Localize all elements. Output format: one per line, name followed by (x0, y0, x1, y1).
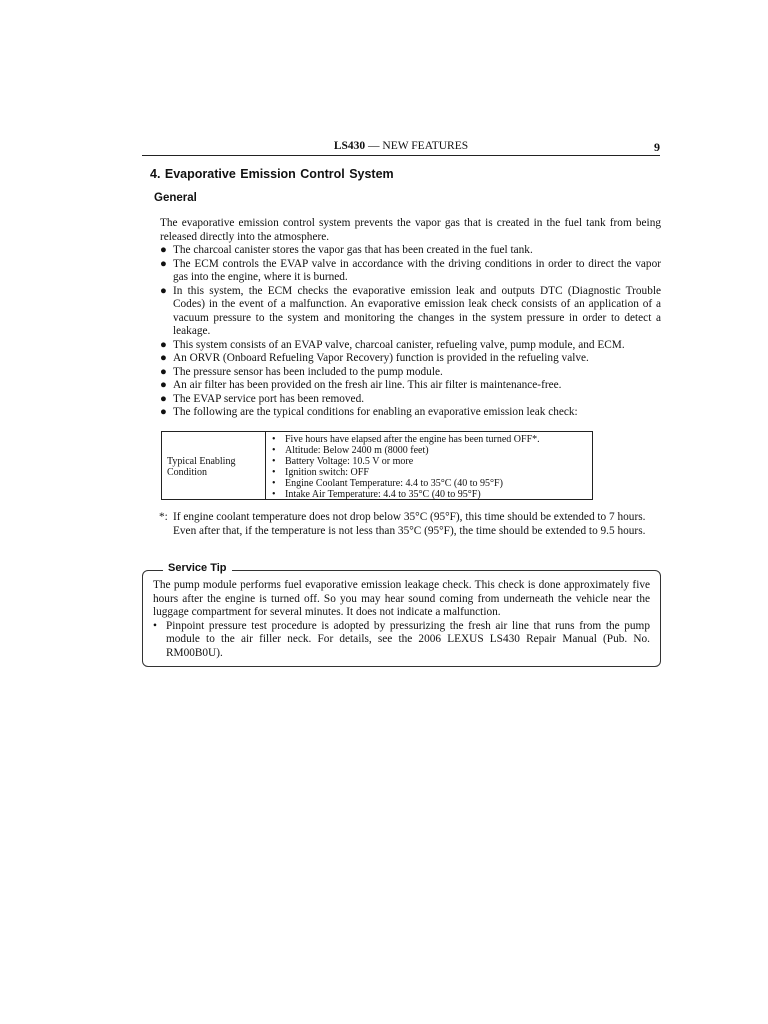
list-item (160, 285, 661, 339)
list-item (160, 366, 661, 380)
service-tip-paragraph: The pump module performs fuel evaporative emission leakage check. This check is done approximately five hours after the engine is turned off. So you may hear sound coming from underneath the vehicle near the luggage compartment for several minutes. It does not indicate a malfunction. (153, 579, 650, 618)
bullet-icon: ● (160, 338, 167, 351)
bullet-icon: • (272, 445, 276, 456)
bullet-icon: • (272, 434, 276, 445)
bullet-icon: ● (160, 392, 167, 405)
list-item (160, 379, 661, 393)
bullet-icon: ● (160, 406, 167, 418)
bullet-icon: ● (160, 244, 167, 256)
running-header (142, 140, 660, 152)
main-body (160, 217, 661, 420)
bullet-icon: ● (160, 284, 167, 297)
footnote-text: If engine coolant temperature does not drop below 35°C (95°F), this time should be extended to 7 hours. Even after that, if the temperature is not less than 35°C (95°F), the time should be extended to 9.5 hours. (173, 511, 646, 537)
list-item (153, 620, 650, 661)
service-tip-box (142, 562, 661, 667)
conditions-list (272, 434, 540, 500)
condition-text: Five hours have elapsed after the engine has been turned OFF*. (285, 434, 540, 445)
list-item-text: The ECM controls the EVAP valve in accordance with the driving conditions in order to direct the vapor gas into the engine, where it is burned. (173, 257, 661, 283)
subsection-title: General (154, 192, 197, 204)
condition-text: Intake Air Temperature: 4.4 to 35°C (40 to 95°F) (285, 489, 481, 500)
condition-item (272, 456, 540, 467)
intro-paragraph: The evaporative emission control system prevents the vapor gas that is created in the fuel tank from being released directly into the atmosphere. (160, 217, 661, 243)
list-item-text: Pinpoint pressure test procedure is adopted by pressurizing the fresh air line that runs from the pump module to the air filler neck. For details, see the 2006 LEXUS LS430 Repair Manual (Pub. No. RM00B0U). (166, 619, 650, 659)
list-item (160, 352, 661, 366)
list-item-text: This system consists of an EVAP valve, charcoal canister, refueling valve, pump module, and ECM. (173, 338, 625, 351)
condition-item (272, 489, 540, 500)
condition-item (272, 467, 540, 478)
bullet-icon: • (272, 467, 276, 478)
section-title: 4. Evaporative Emission Control System (150, 167, 394, 181)
bullet-icon: • (272, 478, 276, 489)
list-item-text: The charcoal canister stores the vapor gas that has been created in the fuel tank. (173, 244, 533, 256)
bullet-icon: ● (160, 257, 167, 270)
service-tip-bullet-list (153, 620, 650, 661)
condition-text: Ignition switch: OFF (285, 467, 369, 478)
bullet-icon: • (272, 489, 276, 500)
page-number: 9 (654, 140, 660, 154)
table-divider (265, 432, 266, 499)
list-item (160, 258, 661, 285)
bullet-icon: ● (160, 352, 167, 364)
list-item (160, 406, 661, 420)
bullet-icon: ● (160, 365, 167, 378)
list-item (160, 339, 661, 353)
header-section: NEW FEATURES (382, 140, 469, 152)
condition-item (272, 445, 540, 456)
list-item-text: The pressure sensor has been included to the pump module. (173, 365, 443, 378)
header-model: LS430 (333, 140, 366, 152)
list-item (160, 244, 661, 258)
list-item (160, 393, 661, 407)
service-tip-title: Service Tip (163, 562, 232, 574)
condition-text: Battery Voltage: 10.5 V or more (285, 456, 414, 467)
list-item-text: The EVAP service port has been removed. (173, 392, 365, 405)
bullet-icon: • (272, 456, 276, 467)
list-item-text: In this system, the ECM checks the evaporative emission leak and outputs DTC (Diagnostic Trouble Codes) in the event of a malfunction. An evaporative emission leak check consists of an application of a vacuum pressure to the system and monitoring the changes in the system pressure in order to detect a leakage. (173, 284, 661, 337)
header-separator: — (365, 140, 383, 152)
list-item-text: An ORVR (Onboard Refueling Vapor Recovery) function is provided in the refueling valve. (173, 352, 589, 364)
list-item-text: The following are the typical conditions for enabling an evaporative emission leak check: (173, 406, 578, 418)
bullet-icon: • (153, 619, 157, 632)
feature-bullet-list (160, 244, 661, 420)
condition-text: Altitude: Below 2400 m (8000 feet) (285, 445, 429, 456)
condition-text: Engine Coolant Temperature: 4.4 to 35°C (40 to 95°F) (285, 478, 503, 489)
service-tip-body (153, 579, 650, 660)
footnote-mark: *: (159, 511, 168, 523)
enabling-conditions-table (161, 431, 593, 500)
header-rule (142, 155, 660, 156)
footnote (159, 511, 664, 538)
bullet-icon: ● (160, 379, 167, 391)
condition-item (272, 478, 540, 489)
conditions-label: Typical Enabling Condition (167, 456, 236, 478)
list-item-text: An air filter has been provided on the fresh air line. This air filter is maintenance-free. (173, 379, 562, 391)
condition-item (272, 434, 540, 445)
page-header (142, 140, 660, 156)
